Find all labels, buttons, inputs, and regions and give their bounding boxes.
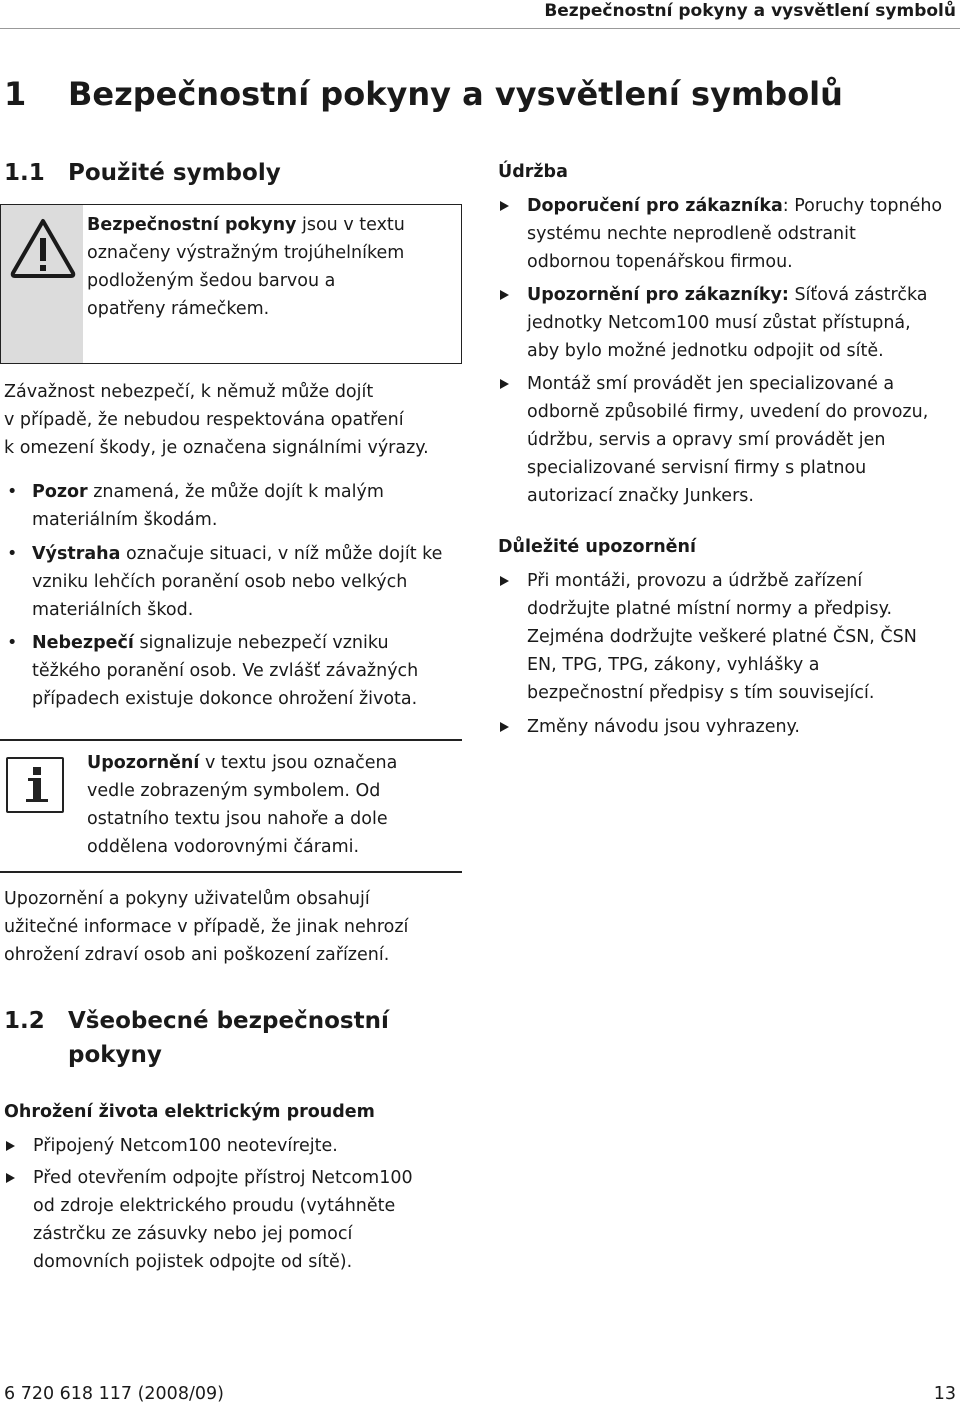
arrow-bullet-icon — [500, 576, 509, 586]
page-number: 13 — [933, 1384, 956, 1404]
important-heading: Důležité upozornění — [498, 537, 696, 557]
info-lead: Upozornění — [87, 753, 200, 773]
bullet-icon: • — [7, 544, 18, 564]
item-text: Připojený Netcom100 neotevírejte. — [33, 1136, 338, 1156]
signal-term: Pozor — [32, 482, 88, 502]
arrow-bullet-icon — [500, 379, 509, 389]
section-title-line: pokyny — [68, 1042, 162, 1068]
chapter-number: 1 — [4, 75, 27, 113]
running-header: Bezpečnostní pokyny a vysvětlení symbolů — [544, 1, 956, 21]
arrow-bullet-icon — [500, 201, 509, 211]
item-text: Síťová zástrčka — [788, 285, 928, 305]
item-text: odborně způsobilé firmy, uvedení do provozu, — [527, 402, 929, 422]
electric-heading: Ohrožení života elektrickým proudem — [4, 1102, 375, 1122]
signal-text: případech existuje dokonce ohrožení života. — [32, 689, 418, 709]
item-text: Zejména dodržujte veškeré platné ČSN, ČSN — [527, 627, 917, 647]
arrow-bullet-icon — [6, 1173, 15, 1183]
paragraph-line: v případě, že nebudou respektována opatření — [4, 410, 404, 430]
signal-text: označuje situaci, v níž může dojít ke — [120, 544, 443, 564]
arrow-bullet-icon — [6, 1141, 15, 1151]
important-item — [498, 567, 958, 707]
warning-text: opatřeny rámečkem. — [87, 299, 270, 319]
warning-box-text — [87, 211, 457, 323]
signal-text: signalizuje nebezpečí vzniku — [133, 633, 389, 653]
item-text: autorizací značky Junkers. — [527, 486, 754, 506]
section-1-2-heading — [4, 1004, 389, 1072]
notes-paragraph — [4, 885, 464, 969]
item-text: od zdroje elektrického proudu (vytáhněte — [33, 1196, 396, 1216]
item-text: systému nechte neprodleně odstranit — [527, 224, 856, 244]
info-top-rule — [0, 739, 462, 741]
signal-text: znamená, že může dojít k malým — [87, 482, 384, 502]
item-text: Změny návodu jsou vyhrazeny. — [527, 717, 800, 737]
maintenance-item — [498, 192, 958, 276]
arrow-bullet-icon — [500, 722, 509, 732]
item-lead: Upozornění pro zákazníky: — [527, 285, 789, 305]
signal-word-item — [4, 478, 464, 534]
doc-number: 6 720 618 117 (2008/09) — [4, 1384, 224, 1404]
header-rule — [0, 28, 960, 29]
signal-text: těžkého poranění osob. Ve zvlášť závažných — [32, 661, 419, 681]
important-item — [498, 713, 958, 741]
info-box-text — [87, 749, 461, 861]
item-text: EN, TPG, TPG, zákony, vyhlášky a — [527, 655, 820, 675]
info-text: v textu jsou označena — [199, 753, 398, 773]
signal-text: materiálním škodám. — [32, 510, 218, 530]
item-text: Montáž smí provádět jen specializované a — [527, 374, 895, 394]
item-text: dodržujte platné místní normy a předpisy. — [527, 599, 893, 619]
section-1-1-heading — [4, 156, 281, 190]
item-text: jednotky Netcom100 musí zůstat přístupná, — [527, 313, 911, 333]
warning-lead: Bezpečnostní pokyny — [87, 215, 297, 235]
signal-term: Nebezpečí — [32, 633, 134, 653]
item-text: aby bylo možné jednotku odpojit od sítě. — [527, 341, 884, 361]
maintenance-item — [498, 370, 958, 510]
info-icon-base — [26, 799, 48, 802]
item-lead: Doporučení pro zákazníka — [527, 196, 783, 216]
paragraph-line: užitečné informace v případě, že jinak nehrozí — [4, 917, 409, 937]
item-text: domovních pojistek odpojte od sítě). — [33, 1252, 353, 1272]
warning-triangle-icon — [9, 217, 77, 279]
item-text: odbornou topenářskou firmou. — [527, 252, 793, 272]
safety-warning-box — [0, 204, 462, 364]
info-bottom-rule — [0, 871, 462, 873]
warning-text: podloženým šedou barvou a — [87, 271, 336, 291]
paragraph-line: ohrožení zdraví osob ani poškození zařízení. — [4, 945, 390, 965]
signal-term: Výstraha — [32, 544, 121, 564]
paragraph-line: Upozornění a pokyny uživatelům obsahují — [4, 889, 370, 909]
item-text: zástrčku ze zásuvky nebo jej pomocí — [33, 1224, 353, 1244]
info-icon — [6, 757, 64, 813]
electric-item — [4, 1132, 464, 1160]
signal-text: vzniku lehčích poranění osob nebo velkých — [32, 572, 408, 592]
info-text: ostatního textu jsou nahoře a dole — [87, 809, 388, 829]
chapter-title — [4, 72, 843, 116]
section-title: Použité symboly — [68, 160, 281, 186]
info-text: vedle zobrazeným symbolem. Od — [87, 781, 381, 801]
paragraph-line: k omezení škody, je označena signálními výrazy. — [4, 438, 429, 458]
chapter-title-text: Bezpečnostní pokyny a vysvětlení symbolů — [68, 75, 843, 113]
maintenance-heading: Údržba — [498, 162, 568, 182]
signal-text: materiálních škod. — [32, 600, 194, 620]
bullet-icon: • — [7, 482, 18, 502]
bullet-icon: • — [7, 633, 18, 653]
info-icon-dot — [33, 767, 41, 775]
arrow-bullet-icon — [500, 290, 509, 300]
warning-text: označeny výstražným trojúhelníkem — [87, 243, 405, 263]
electric-item — [4, 1164, 464, 1276]
item-text: bezpečnostní předpisy s tím související. — [527, 683, 875, 703]
severity-paragraph — [4, 378, 464, 462]
item-text: : Poruchy topného — [782, 196, 943, 216]
maintenance-item — [498, 281, 958, 365]
section-title-line: Všeobecné bezpečnostní — [68, 1008, 389, 1034]
section-number: 1.1 — [4, 160, 45, 186]
paragraph-line: Závažnost nebezpečí, k němuž může dojít — [4, 382, 374, 402]
item-text: Při montáži, provozu a údržbě zařízení — [527, 571, 863, 591]
item-text: údržbu, servis a opravy smí provádět jen — [527, 430, 886, 450]
item-text: specializované servisní firmy s platnou — [527, 458, 867, 478]
item-text: Před otevřením odpojte přístroj Netcom100 — [33, 1168, 413, 1188]
signal-word-item — [4, 540, 464, 624]
signal-word-item — [4, 629, 464, 713]
section-number: 1.2 — [4, 1008, 45, 1034]
info-text: oddělena vodorovnými čárami. — [87, 837, 360, 857]
warning-text: jsou v textu — [296, 215, 405, 235]
